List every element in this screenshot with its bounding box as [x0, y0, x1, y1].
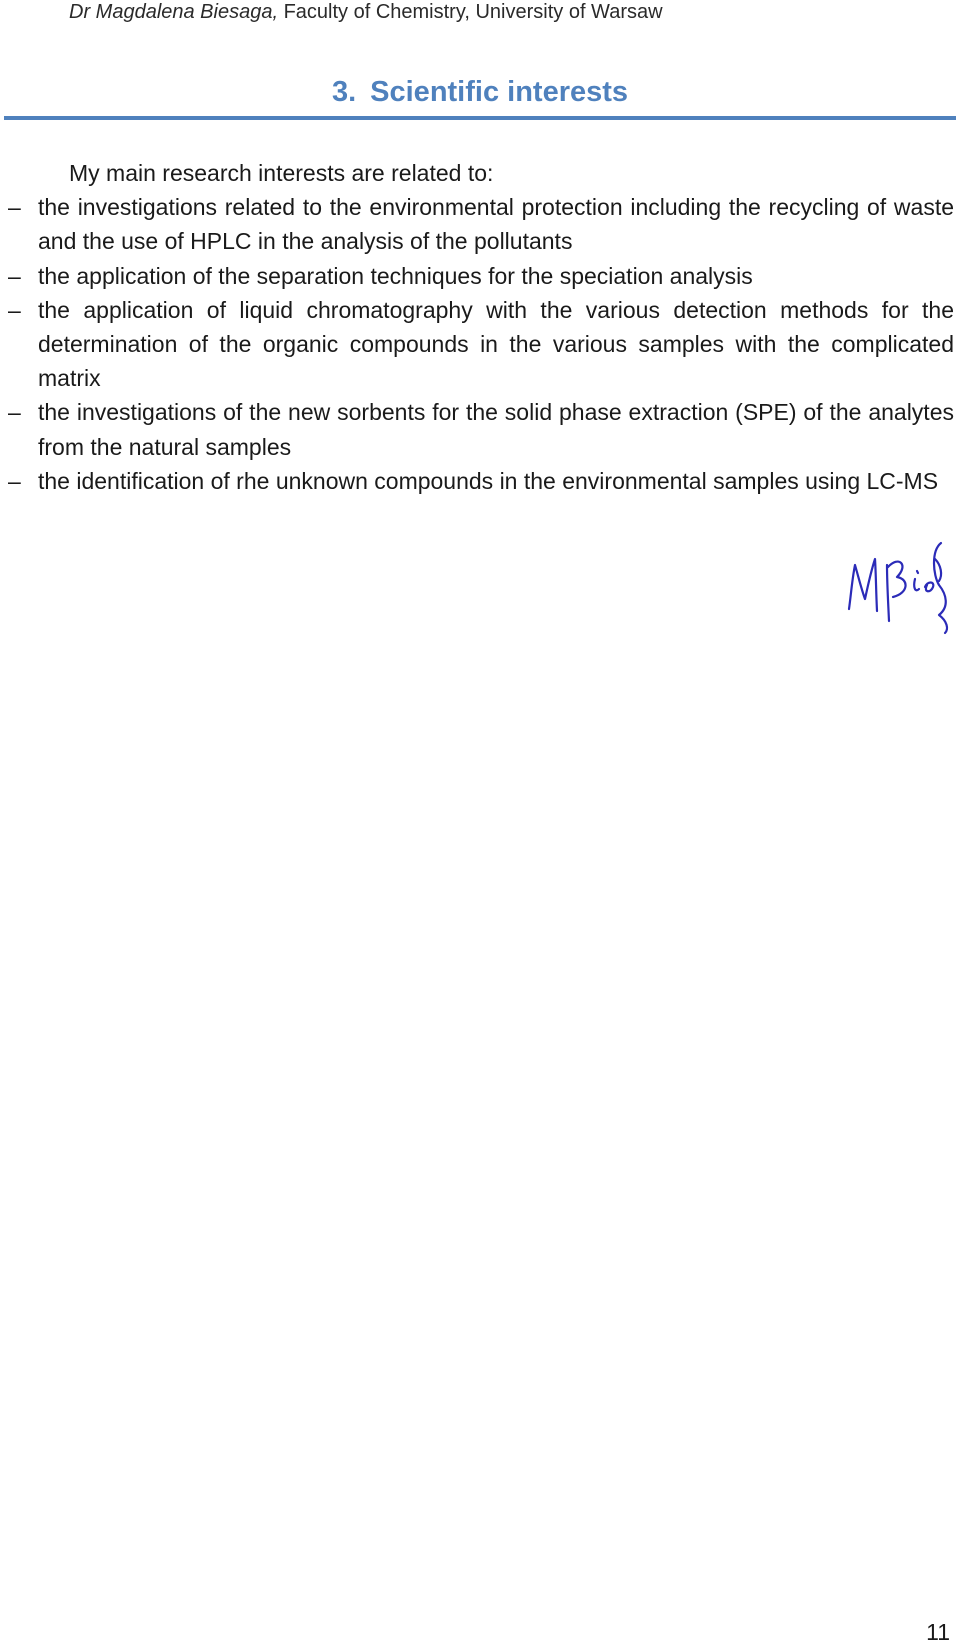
list-item	[0, 293, 960, 396]
dash-bullet: –	[8, 194, 21, 221]
intro-paragraph: My main research interests are related to:	[69, 160, 494, 186]
section-number: 3.	[331, 76, 357, 108]
list-item-text: the application of liquid chromatography with the various detection methods for the determination of the organic compounds in the various samples with the complicated matrix	[38, 296, 954, 392]
dash-bullet: –	[8, 262, 21, 289]
dash-bullet: –	[8, 296, 21, 323]
section-title: Scientific interests	[370, 76, 629, 108]
list-item-text: the identification of rhe unknown compounds in the environmental samples using LC-MS	[38, 467, 939, 494]
list-item-text: the application of the separation techniques for the speciation analysis	[38, 262, 753, 289]
dash-bullet: –	[8, 399, 21, 426]
list-item-text: the investigations of the new sorbents for the solid phase extraction (SPE) of the analytes from the natural samples	[38, 399, 954, 460]
list-item	[0, 464, 960, 498]
header-author: Dr Magdalena Biesaga,	[69, 1, 279, 23]
section-heading	[0, 72, 960, 112]
list-item	[0, 190, 960, 258]
header-affiliation: Faculty of Chemistry, University of Warsaw	[283, 1, 663, 23]
list-item	[0, 395, 960, 463]
list-item-text: the investigations related to the environmental protection including the recycling of waste and the use of HPLC in the analysis of the pollutants	[38, 194, 954, 255]
interests-list	[0, 190, 960, 498]
section-body	[0, 156, 960, 498]
running-header	[69, 0, 663, 24]
page-number: 11	[926, 1619, 950, 1645]
dash-bullet: –	[8, 467, 21, 494]
list-item	[0, 259, 960, 293]
handwritten-signature-icon	[843, 535, 953, 635]
heading-underline	[4, 116, 956, 120]
